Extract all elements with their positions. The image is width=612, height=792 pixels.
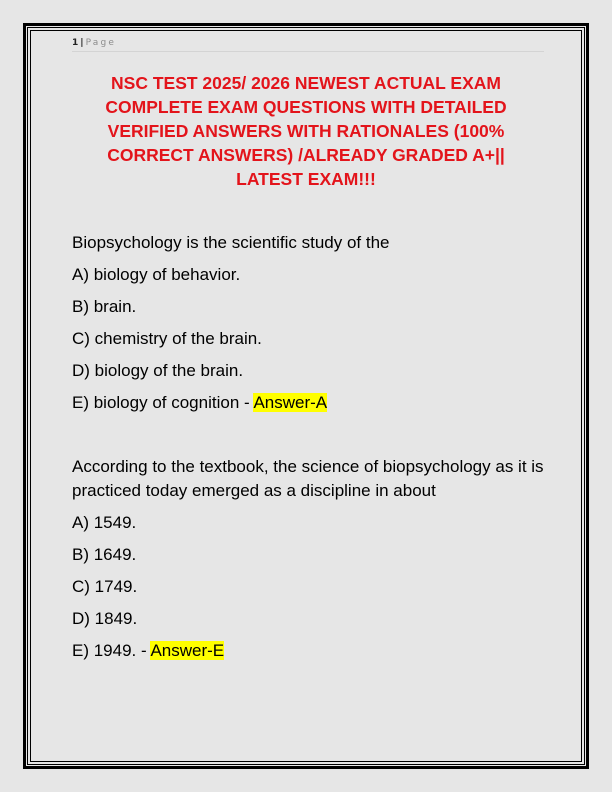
- option-a: A) biology of behavior.: [72, 265, 241, 284]
- option-d: D) 1849.: [72, 609, 138, 628]
- option-e: [72, 391, 552, 415]
- option-e-text: E) biology of cognition -: [72, 393, 254, 412]
- option-b: B) brain.: [72, 297, 137, 316]
- option-c: C) chemistry of the brain.: [72, 329, 262, 348]
- option-d: D) biology of the brain.: [72, 361, 244, 380]
- document-title: NSC TEST 2025/ 2026 NEWEST ACTUAL EXAM COMPLETE EXAM QUESTIONS WITH DETAILED VERIFIED ANSWERS WITH RATIONALES (100% CORRECT ANSWERS) /ALREADY GRADED A+|| LATEST EXAM!!!: [105, 73, 507, 189]
- page-separator: |: [80, 38, 84, 48]
- answer-highlight: Answer-A: [253, 393, 328, 412]
- page-header: [72, 36, 544, 52]
- question-stem: Biopsychology is the scientific study of the: [72, 233, 390, 252]
- question-2: [72, 455, 552, 671]
- option-a: A) 1549.: [72, 513, 137, 532]
- answer-highlight: Answer-E: [150, 641, 225, 660]
- question-stem: According to the textbook, the science of biopsychology as it is practiced today emerged as a discipline in about: [72, 457, 544, 500]
- option-b: B) 1649.: [72, 545, 137, 564]
- page-number: 1: [72, 38, 79, 48]
- question-1: [72, 231, 552, 423]
- option-e-text: E) 1949. -: [72, 641, 151, 660]
- page-label: Page: [85, 38, 117, 48]
- option-c: C) 1749.: [72, 577, 138, 596]
- option-e: [72, 639, 552, 663]
